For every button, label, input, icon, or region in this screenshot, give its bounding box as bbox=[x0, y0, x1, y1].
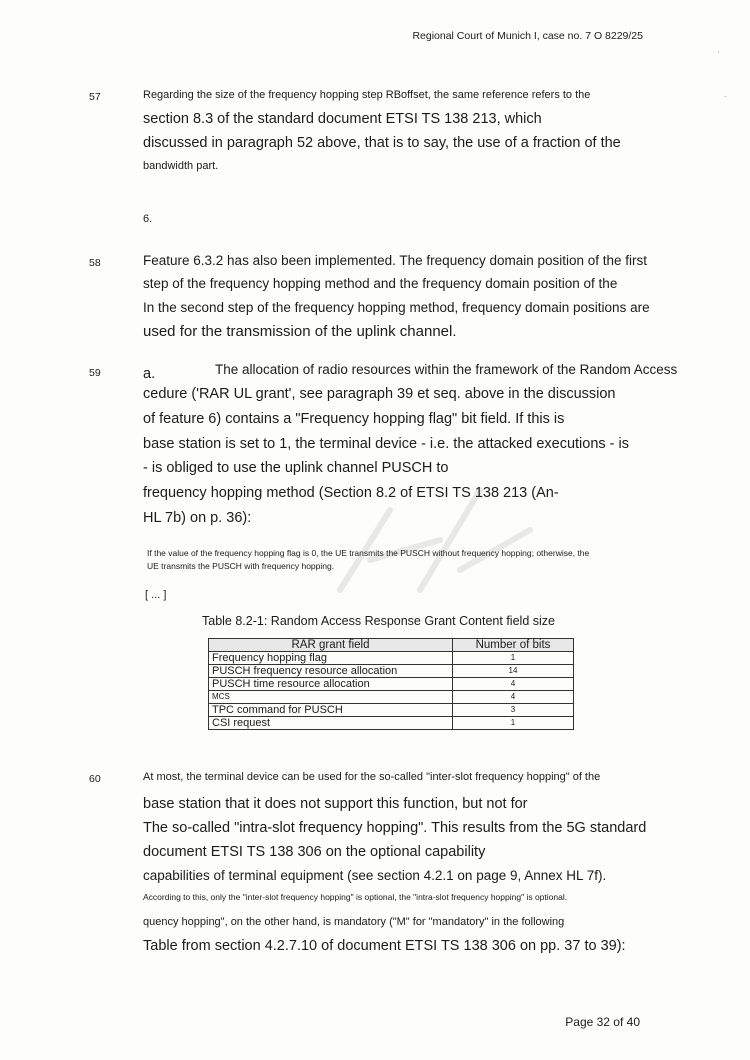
p59-line-1: The allocation of radio resources within the framework of the Random Access bbox=[215, 362, 678, 377]
table-cell-field: PUSCH time resource allocation bbox=[209, 678, 453, 691]
p60-line-1: At most, the terminal device can be used for the so-called "inter-slot frequency hopping" of the bbox=[143, 771, 601, 783]
table-cell-bits: 14 bbox=[453, 665, 574, 678]
scan-mark: ' bbox=[718, 50, 720, 59]
ellipsis: [ ... ] bbox=[145, 589, 167, 601]
table-cell-bits: 4 bbox=[453, 691, 574, 704]
p59-label: a. bbox=[143, 366, 156, 382]
p60-line-2: base station that it does not support this function, but not for bbox=[143, 796, 528, 812]
p58-line-2: step of the frequency hopping method and the frequency domain position of the bbox=[143, 276, 618, 291]
p59-line-3: of feature 6) contains a "Frequency hopping flag" bit field. If this is bbox=[143, 411, 565, 427]
table-header-bits: Number of bits bbox=[453, 639, 574, 652]
paragraph-number-58: 58 bbox=[89, 257, 101, 269]
table-row bbox=[209, 678, 574, 691]
table-header-row bbox=[209, 639, 574, 652]
p59-line-2: cedure ('RAR UL grant', see paragraph 39 et seq. above in the discussion bbox=[143, 386, 616, 402]
p60-line-3: The so-called "intra-slot frequency hopping". This results from the 5G standard bbox=[143, 820, 647, 836]
p59-line-6: frequency hopping method (Section 8.2 of ETSI TS 138 213 (An- bbox=[143, 485, 559, 501]
table-cell-bits: 3 bbox=[453, 704, 574, 717]
paragraph-number-60: 60 bbox=[89, 773, 101, 785]
p57-line-2: section 8.3 of the standard document ETSI TS 138 213, which bbox=[143, 111, 542, 127]
p59-line-7: HL 7b) on p. 36): bbox=[143, 510, 252, 526]
p59-line-5: - is obliged to use the uplink channel PUSCH to bbox=[143, 460, 449, 476]
p57-line-4: bandwidth part. bbox=[143, 160, 219, 172]
table-row bbox=[209, 704, 574, 717]
table-cell-field: CSI request bbox=[209, 717, 453, 730]
p57-line-1: Regarding the size of the frequency hopping step RBoffset, the same reference refers to the bbox=[143, 89, 591, 101]
p60-line-4: document ETSI TS 138 306 on the optional capability bbox=[143, 844, 486, 860]
page-footer: Page 32 of 40 bbox=[565, 1015, 640, 1029]
table-row bbox=[209, 652, 574, 665]
table-row bbox=[209, 691, 574, 704]
quote-line-1: If the value of the frequency hopping flag is 0, the UE transmits the PUSCH without frequency hopping; otherwise, the bbox=[147, 548, 590, 558]
p57-line-3: discussed in paragraph 52 above, that is to say, the use of a fraction of the bbox=[143, 135, 621, 151]
table-row bbox=[209, 717, 574, 730]
table-caption: Table 8.2-1: Random Access Response Grant Content field size bbox=[202, 614, 555, 628]
p58-line-4: used for the transmission of the uplink channel. bbox=[143, 323, 457, 340]
paragraph-number-57: 57 bbox=[89, 91, 101, 103]
table-cell-bits: 1 bbox=[453, 652, 574, 665]
page-header: Regional Court of Munich I, case no. 7 O 8229/25 bbox=[412, 30, 643, 42]
table-cell-field: MCS bbox=[209, 691, 453, 704]
scan-mark: - bbox=[724, 92, 727, 101]
table-cell-field: TPC command for PUSCH bbox=[209, 704, 453, 717]
quote-line-2: UE transmits the PUSCH with frequency hopping. bbox=[147, 561, 335, 571]
paragraph-number-59: 59 bbox=[89, 367, 101, 379]
table-cell-field: PUSCH frequency resource allocation bbox=[209, 665, 453, 678]
p60-line-8: Table from section 4.2.7.10 of document ETSI TS 138 306 on pp. 37 to 39): bbox=[143, 938, 626, 954]
section-heading-6: 6. bbox=[143, 213, 153, 225]
p60-line-7: quency hopping", on the other hand, is mandatory ("M" for "mandatory" in the following bbox=[143, 916, 565, 928]
p58-line-1: Feature 6.3.2 has also been implemented. The frequency domain position of the first bbox=[143, 253, 648, 268]
table-header-field: RAR grant field bbox=[209, 639, 453, 652]
table-row bbox=[209, 665, 574, 678]
table-cell-bits: 4 bbox=[453, 678, 574, 691]
p60-line-5: capabilities of terminal equipment (see section 4.2.1 on page 9, Annex HL 7f). bbox=[143, 868, 607, 883]
table-cell-field: Frequency hopping flag bbox=[209, 652, 453, 665]
p59-line-4: base station is set to 1, the terminal device - i.e. the attacked executions - is bbox=[143, 436, 629, 452]
p58-line-3: In the second step of the frequency hopping method, frequency domain positions are bbox=[143, 300, 650, 315]
table-cell-bits: 1 bbox=[453, 717, 574, 730]
rar-grant-table bbox=[208, 638, 574, 730]
watermark-strokes bbox=[330, 470, 550, 610]
p60-line-6: According to this, only the "inter-slot frequency hopping" is optional, the "intra-slot frequency hopping" is optional. bbox=[143, 892, 568, 902]
